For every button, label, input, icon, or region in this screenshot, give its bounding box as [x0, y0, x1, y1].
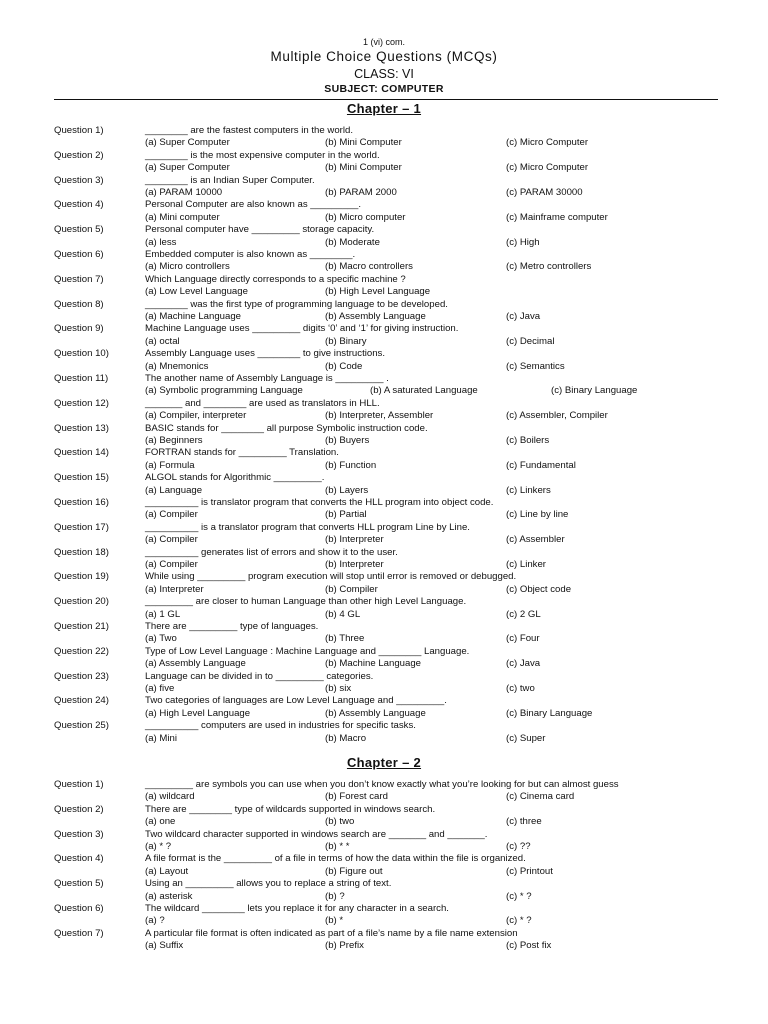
answer-option-c: (c) Super — [506, 732, 546, 744]
question-text: Personal computer have _________ storage capacity. — [145, 224, 375, 236]
chapter-2-questions — [0, 779, 768, 953]
question-text: Language can be divided in to _________ categories. — [145, 670, 374, 682]
answer-option-a: (a) Beginners — [145, 434, 203, 446]
answer-option-b: (b) Compiler — [325, 583, 378, 595]
answer-option-c: (c) three — [506, 816, 542, 828]
answer-option-b: (b) 4 GL — [325, 608, 361, 620]
answer-option-b: (b) Buyers — [325, 434, 370, 446]
question-text: There are ________ type of wildcards supported in windows search. — [145, 803, 436, 815]
question-label: Question 11) — [54, 372, 109, 384]
question-label: Question 16) — [54, 496, 109, 508]
chapter-2-heading: Chapter – 2 — [346, 755, 422, 770]
answer-options — [0, 940, 768, 952]
answer-option-a: (a) five — [145, 682, 175, 694]
answer-option-b: (b) A saturated Language — [370, 385, 478, 397]
chapter-1-heading: Chapter – 1 — [346, 101, 422, 116]
answer-option-c: (c) * ? — [506, 915, 532, 927]
answer-option-a: (a) Super Computer — [145, 162, 230, 174]
question-label: Question 1) — [54, 125, 104, 136]
answer-option-a: (a) Language — [145, 484, 203, 496]
question-text: Two categories of languages are Low Level Language and _________. — [145, 695, 447, 707]
answer-option-c: (c) ?? — [506, 841, 531, 852]
question-label: Question 25) — [54, 720, 109, 732]
question-text: __________ generates list of errors and show it to the user. — [145, 546, 398, 558]
question-item — [0, 571, 768, 596]
answer-option-b: (b) Macro controllers — [325, 261, 413, 273]
answer-option-c: (c) Four — [506, 633, 540, 645]
answer-option-b: (b) Interpreter, Assembler — [325, 410, 434, 422]
class-line: CLASS: VI — [354, 67, 414, 81]
question-label: Question 15) — [54, 472, 109, 484]
answer-option-b: (b) PARAM 2000 — [325, 187, 397, 198]
answer-option-a: (a) Mini — [145, 732, 177, 744]
answer-option-c: (c) 2 GL — [506, 608, 541, 620]
question-label: Question 3) — [54, 174, 104, 186]
answer-options — [0, 311, 768, 323]
answer-option-b: (b) ? — [325, 890, 345, 902]
question-item — [0, 274, 768, 299]
answer-option-c: (c) Micro Computer — [506, 137, 589, 149]
question-item — [0, 249, 768, 274]
question-item — [0, 928, 768, 953]
question-item — [0, 497, 768, 522]
answer-option-c: (c) Cinema card — [506, 791, 575, 803]
answer-options — [0, 816, 768, 828]
answer-option-c: (c) Binary Language — [506, 707, 593, 719]
answer-option-c: (c) Linker — [506, 558, 546, 570]
question-label: Question 5) — [54, 224, 104, 236]
question-label: Question 10) — [54, 348, 109, 360]
answer-option-c: (c) Assembler — [506, 534, 565, 546]
answer-options — [0, 891, 768, 903]
answer-options — [0, 633, 768, 645]
question-label: Question 3) — [54, 828, 104, 840]
answer-option-b: (b) Forest card — [325, 791, 388, 803]
answer-option-a: (a) Mini computer — [145, 211, 220, 223]
answer-options — [0, 584, 768, 596]
question-item — [0, 646, 768, 671]
question-item — [0, 621, 768, 646]
question-item — [0, 150, 768, 175]
question-label: Question 9) — [54, 323, 104, 335]
answer-options — [0, 559, 768, 571]
question-item — [0, 878, 768, 903]
answer-option-b: (b) * * — [325, 841, 350, 852]
answer-option-a: (a) Machine Language — [145, 310, 242, 322]
answer-option-c: (c) two — [506, 682, 535, 694]
question-label: Question 7) — [54, 927, 104, 939]
question-text: ________ are the fastest computers in the world. — [145, 125, 353, 136]
answer-option-c: (c) Metro controllers — [506, 261, 592, 273]
question-item — [0, 472, 768, 497]
answer-options — [0, 609, 768, 621]
question-item — [0, 299, 768, 324]
answer-option-b: (b) Mini Computer — [325, 162, 402, 174]
answer-option-c: (c) PARAM 30000 — [506, 187, 583, 198]
answer-options — [0, 683, 768, 695]
answer-options — [0, 137, 768, 149]
answer-option-a: (a) Two — [145, 633, 177, 645]
question-label: Question 6) — [54, 902, 104, 914]
answer-option-b: (b) Layers — [325, 484, 369, 496]
answer-options — [0, 460, 768, 472]
question-label: Question 2) — [54, 149, 104, 161]
answer-option-a: (a) Formula — [145, 459, 195, 471]
answer-option-b: (b) Assembly Language — [325, 310, 426, 322]
question-item — [0, 547, 768, 572]
answer-option-b: (b) Interpreter — [325, 558, 384, 570]
question-item — [0, 829, 768, 854]
answer-option-a: (a) Low Level Language — [145, 286, 248, 298]
question-item — [0, 224, 768, 249]
question-text: _________ are closer to human Language than other high Level Language. — [145, 596, 467, 608]
answer-option-a: (a) octal — [145, 335, 180, 347]
answer-option-a: (a) Symbolic programming Language — [145, 385, 303, 397]
answer-option-b: (b) Mini Computer — [325, 137, 402, 149]
answer-options — [0, 212, 768, 224]
answer-options — [0, 534, 768, 546]
question-text: ALGOL stands for Algorithmic _________. — [145, 472, 325, 484]
answer-options — [0, 261, 768, 273]
question-item — [0, 125, 768, 150]
answer-options — [0, 708, 768, 720]
question-item — [0, 903, 768, 928]
question-label: Question 1) — [54, 779, 104, 790]
answer-options — [0, 336, 768, 348]
answer-options — [0, 237, 768, 249]
question-text: Using an _________ allows you to replace a string of text. — [145, 878, 392, 890]
answer-option-a: (a) Mnemonics — [145, 360, 209, 372]
answer-option-b: (b) Figure out — [325, 865, 383, 877]
question-text: Machine Language uses _________ digits ‘0’ and ‘1’ for giving instruction. — [145, 323, 459, 335]
answer-option-a: (a) High Level Language — [145, 707, 251, 719]
question-text: __________ is translator program that converts the HLL program into object code. — [145, 496, 494, 508]
answer-options — [0, 915, 768, 927]
question-text: BASIC stands for ________ all purpose Symbolic instruction code. — [145, 422, 428, 434]
answer-options — [0, 410, 768, 422]
question-label: Question 2) — [54, 803, 104, 815]
answer-option-b: (b) two — [325, 816, 355, 828]
question-text: The wildcard ________ lets you replace it for any character in a search. — [145, 902, 449, 914]
question-item — [0, 199, 768, 224]
question-label: Question 23) — [54, 670, 109, 682]
question-label: Question 5) — [54, 878, 104, 890]
question-label: Question 24) — [54, 695, 109, 707]
answer-option-a: (a) * ? — [145, 841, 172, 852]
answer-option-b: (b) Micro computer — [325, 211, 406, 223]
question-label: Question 12) — [54, 397, 109, 409]
question-item — [0, 695, 768, 720]
page-number-note: 1 (vi) com. — [362, 37, 405, 47]
answer-options — [0, 791, 768, 803]
question-label: Question 20) — [54, 596, 109, 608]
question-item — [0, 779, 768, 804]
answer-option-c: (c) Java — [506, 310, 541, 322]
answer-option-a: (a) 1 GL — [145, 608, 181, 620]
answer-option-c: (c) Decimal — [506, 335, 555, 347]
answer-option-b: (b) Partial — [325, 509, 367, 521]
answer-option-a: (a) ? — [145, 915, 165, 927]
question-text: Type of Low Level Language : Machine Language and ________ Language. — [145, 645, 470, 657]
question-item — [0, 323, 768, 348]
answer-option-b: (b) Three — [325, 633, 365, 645]
question-text: Personal Computer are also known as _________. — [145, 199, 361, 211]
answer-option-b: (b) Machine Language — [325, 658, 422, 670]
answer-options — [0, 435, 768, 447]
answer-option-c: (c) Object code — [506, 583, 572, 595]
answer-option-b: (b) Function — [325, 459, 377, 471]
answer-option-c: (c) Printout — [506, 865, 553, 877]
answer-option-b: (b) Code — [325, 360, 363, 372]
answer-options — [0, 485, 768, 497]
answer-option-a: (a) less — [145, 236, 177, 248]
question-text: The another name of Assembly Language is _________ . — [145, 372, 389, 384]
question-label: Question 4) — [54, 853, 104, 865]
question-item — [0, 423, 768, 448]
question-text: _________ are symbols you can use when you don’t know exactly what you’re looking for but can almost guess — [145, 779, 619, 790]
question-text: ________ was the first type of programming language to be developed. — [145, 298, 448, 310]
question-label: Question 13) — [54, 422, 109, 434]
answer-options — [0, 841, 768, 853]
question-item — [0, 671, 768, 696]
answer-option-c: (c) Mainframe computer — [506, 211, 608, 223]
answer-option-a: (a) asterisk — [145, 890, 193, 902]
answer-option-c: (c) Micro Computer — [506, 162, 589, 174]
question-item — [0, 447, 768, 472]
answer-option-c: (c) Boilers — [506, 434, 550, 446]
answer-option-a: (a) Super Computer — [145, 137, 230, 149]
question-text: Two wildcard character supported in windows search are _______ and _______. — [145, 828, 488, 840]
answer-option-a: (a) Assembly Language — [145, 658, 246, 670]
answer-options — [0, 658, 768, 670]
answer-option-b: (b) Interpreter — [325, 534, 384, 546]
answer-option-b: (b) * — [325, 915, 344, 927]
question-text: While using _________ program execution will stop until error is removed or debugged. — [145, 571, 517, 583]
question-text: __________ computers are used in industries for specific tasks. — [145, 720, 416, 732]
answer-option-b: (b) Moderate — [325, 236, 380, 248]
answer-option-c: (c) Post fix — [506, 940, 552, 952]
question-text: Embedded computer is also known as ________. — [145, 248, 356, 260]
question-text: FORTRAN stands for _________ Translation. — [145, 447, 339, 459]
question-label: Question 22) — [54, 645, 109, 657]
question-text: ________ is the most expensive computer in the world. — [145, 149, 380, 161]
answer-option-c: (c) Java — [506, 658, 541, 670]
question-label: Question 14) — [54, 447, 109, 459]
answer-option-b: (b) Assembly Language — [325, 707, 426, 719]
chapter-1-questions — [0, 125, 768, 745]
answer-option-c: (c) Fundamental — [506, 459, 576, 471]
answer-option-b: (b) Macro — [325, 732, 367, 744]
question-text: A file format is the _________ of a file in terms of how the data within the file is organized. — [145, 853, 526, 865]
question-label: Question 8) — [54, 298, 104, 310]
question-label: Question 18) — [54, 546, 109, 558]
answer-options — [0, 187, 768, 199]
answer-option-c: (c) Binary Language — [551, 385, 638, 397]
question-item — [0, 804, 768, 829]
answer-options — [0, 866, 768, 878]
question-item — [0, 522, 768, 547]
answer-option-c: (c) Assembler, Compiler — [506, 410, 608, 422]
answer-option-a: (a) Suffix — [145, 940, 184, 952]
question-label: Question 19) — [54, 571, 109, 583]
question-text: There are _________ type of languages. — [145, 620, 319, 632]
question-label: Question 6) — [54, 248, 104, 260]
question-text: A particular file format is often indicated as part of a file’s name by a file name extension — [145, 927, 518, 939]
answer-option-b: (b) six — [325, 682, 352, 694]
answer-option-a: (a) Compiler — [145, 509, 198, 521]
question-item — [0, 175, 768, 200]
question-item — [0, 720, 768, 745]
question-item — [0, 398, 768, 423]
document-title: Multiple Choice Questions (MCQs) — [270, 49, 498, 64]
answer-options — [0, 162, 768, 174]
header-divider — [54, 99, 718, 100]
question-item — [0, 853, 768, 878]
question-item — [0, 373, 768, 398]
answer-option-c: (c) Linkers — [506, 484, 551, 496]
answer-option-c: (c) * ? — [506, 890, 532, 902]
subject-line: SUBJECT: COMPUTER — [324, 83, 444, 95]
answer-option-c: (c) Line by line — [506, 509, 569, 521]
answer-option-b: (b) Prefix — [325, 940, 364, 952]
question-text: __________ is a translator program that converts HLL program Line by Line. — [145, 521, 470, 533]
answer-option-a: (a) Layout — [145, 865, 189, 877]
question-label: Question 21) — [54, 620, 109, 632]
answer-option-a: (a) one — [145, 816, 176, 828]
answer-option-a: (a) Compiler — [145, 558, 198, 570]
question-text: Assembly Language uses ________ to give instructions. — [145, 348, 385, 360]
question-item — [0, 348, 768, 373]
answer-option-a: (a) wildcard — [145, 791, 195, 803]
question-label: Question 17) — [54, 521, 109, 533]
answer-option-b: (b) High Level Language — [325, 286, 431, 298]
answer-options — [0, 733, 768, 745]
question-item — [0, 596, 768, 621]
answer-options — [0, 286, 768, 298]
answer-option-a: (a) Micro controllers — [145, 261, 230, 273]
question-text: _______ and ________ are used as translators in HLL. — [145, 397, 380, 409]
answer-option-a: (a) Interpreter — [145, 583, 204, 595]
answer-option-a: (a) Compiler — [145, 534, 198, 546]
question-label: Question 4) — [54, 199, 104, 211]
answer-option-a: (a) PARAM 10000 — [145, 187, 223, 198]
answer-option-a: (a) Compiler, interpreter — [145, 410, 247, 422]
question-label: Question 7) — [54, 273, 104, 285]
question-text: Which Language directly corresponds to a specific machine ? — [145, 273, 406, 285]
answer-options — [0, 361, 768, 373]
answer-options — [0, 509, 768, 521]
answer-option-b: (b) Binary — [325, 335, 367, 347]
answer-option-c: (c) High — [506, 236, 540, 248]
question-text: ________ is an Indian Super Computer. — [145, 174, 315, 186]
answer-options — [0, 385, 768, 397]
answer-option-c: (c) Semantics — [506, 360, 565, 372]
